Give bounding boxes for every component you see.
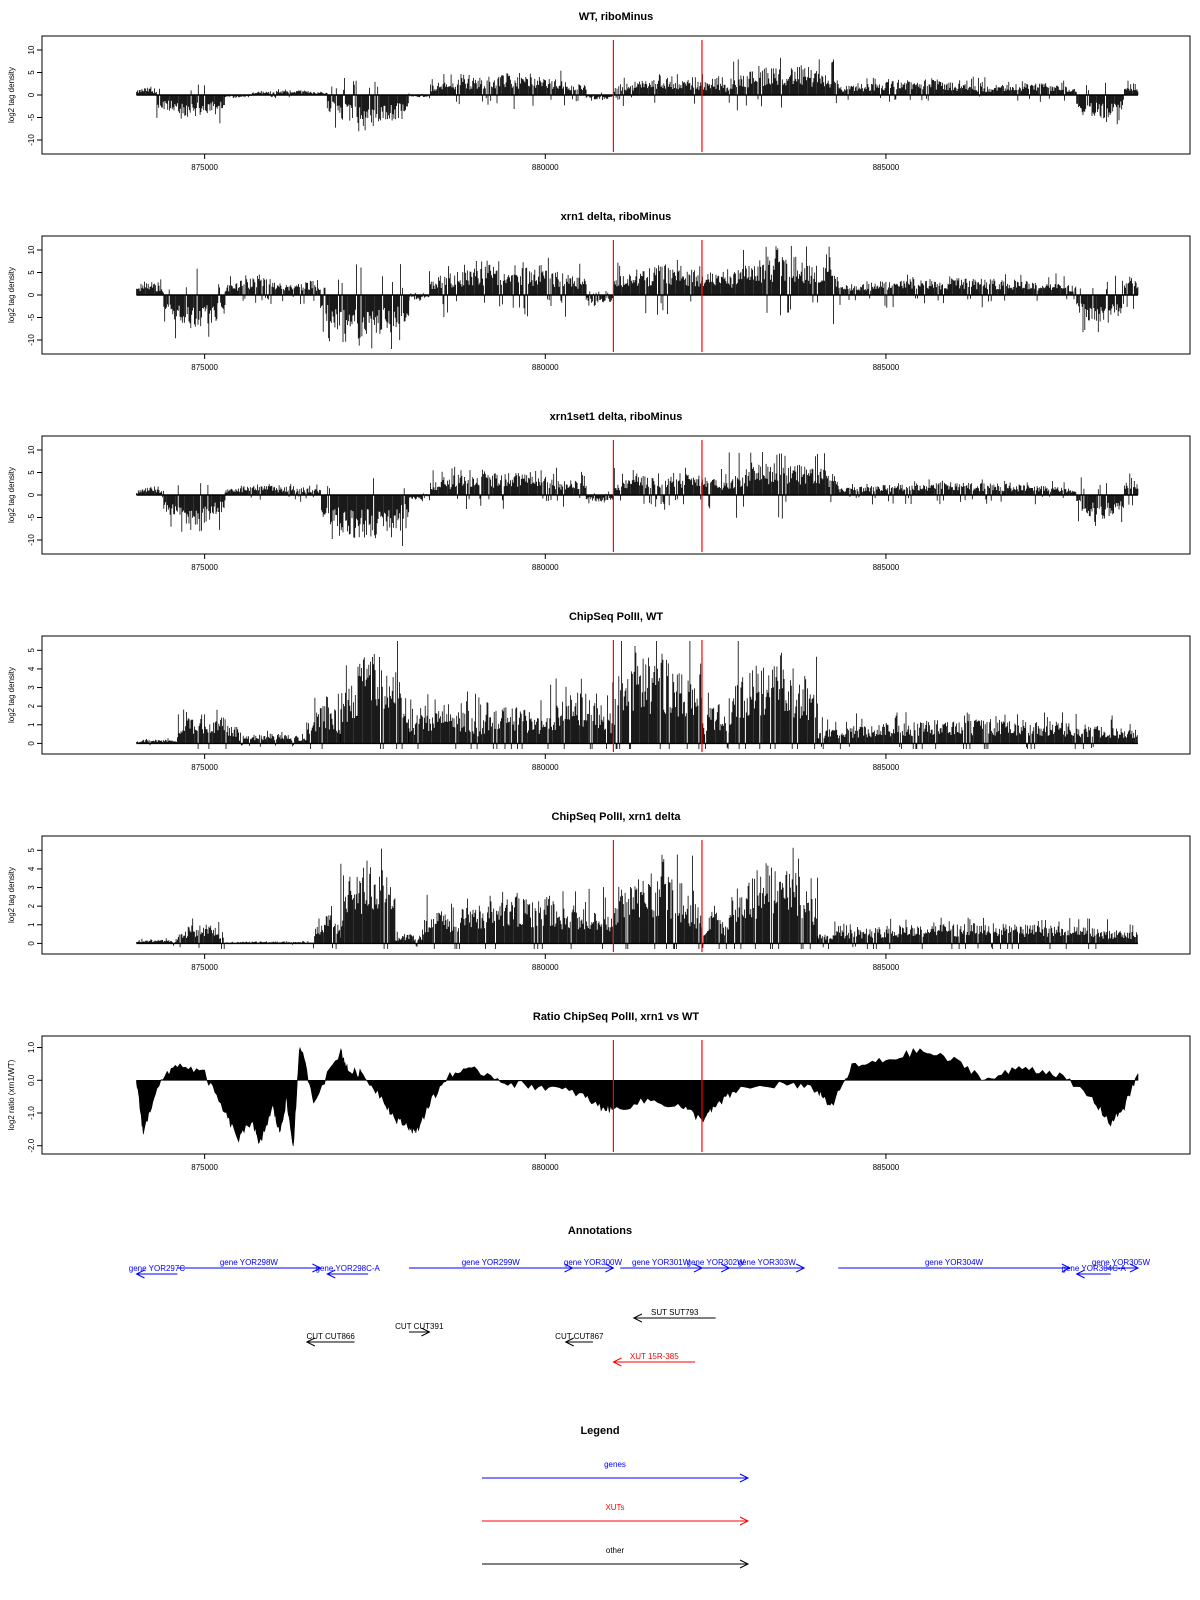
panel-1 [7,11,1190,172]
annotation-feature [634,1308,716,1322]
y-tick-label: 0 [27,492,37,498]
panel-title: ChipSeq PolII, xrn1 delta [551,811,681,823]
legend-label: other [605,1546,625,1555]
panel-6 [7,1011,1190,1172]
y-tick-label: 10 [27,45,37,55]
y-tick-label: 5 [27,70,37,75]
annotation-feature [838,1258,1070,1272]
legend-label: XUTs [605,1503,625,1512]
annotation-label: gene YOR303W [737,1258,796,1267]
x-tick-label: 885000 [872,163,900,172]
y-tick-label: -2.0 [27,1138,37,1153]
y-tick-label: 0.0 [27,1074,37,1086]
bar-series [137,246,1138,349]
y-tick-label: 5 [27,270,37,275]
bar-series [137,641,1138,749]
legend-entry [482,1546,748,1568]
x-tick-label: 885000 [872,763,900,772]
y-tick-label: 1.0 [27,1041,37,1054]
annotation-label: CUT CUT391 [395,1322,444,1331]
series-bars [137,848,1139,949]
y-tick-label: -10 [27,134,37,146]
y-tick-label: 4 [27,666,37,672]
bar-series [137,452,1138,546]
annotation-feature [395,1322,444,1336]
legend-title: Legend [580,1425,620,1437]
y-tick-label: 0 [27,292,37,298]
y-tick-label: 10 [27,445,37,455]
y-tick-label: -1.0 [27,1106,37,1120]
x-tick-label: 875000 [191,163,218,172]
annotation-label: gene YOR298W [219,1258,278,1267]
x-tick-label: 880000 [531,1163,559,1172]
x-tick-label: 875000 [191,763,218,772]
legend-entry [482,1460,748,1482]
y-tick-label: -10 [27,534,37,546]
x-tick-label: 885000 [872,563,900,572]
y-tick-label: 4 [27,866,37,872]
y-axis-label: log2 tag density [7,466,17,524]
y-tick-label: 2 [27,903,37,909]
x-tick-label: 880000 [531,363,559,372]
y-tick-label: 3 [27,885,37,890]
panel-3 [7,411,1190,572]
panel-title: WT, riboMinus [578,11,654,23]
y-tick-label: 5 [27,848,37,853]
annotations-section [129,1225,1151,1366]
y-axis-label: log2 tag density [7,266,17,324]
annotation-label: gene YOR304W [924,1258,984,1267]
y-tick-label: 3 [27,685,37,690]
annotation-feature [564,1258,623,1272]
panel-2 [7,211,1190,372]
y-tick-label: -5 [27,113,37,122]
x-tick-label: 875000 [191,963,218,972]
x-tick-label: 885000 [872,1163,900,1172]
y-axis-label: log2 tag density [7,866,17,924]
annotation-feature [555,1332,604,1346]
panel-5 [7,811,1190,972]
y-tick-label: -5 [27,313,37,322]
y-tick-label: 2 [27,703,37,709]
x-tick-label: 880000 [531,563,559,572]
bar-series [137,58,1138,132]
annotation-feature [129,1264,186,1278]
y-tick-label: 5 [27,648,37,653]
annotation-feature [316,1264,381,1278]
annotation-label: CUT CUT866 [306,1332,355,1341]
annotation-feature [409,1258,573,1272]
annotation-label: gene YOR302W [686,1258,745,1267]
annotation-label: gene YOR298C-A [315,1264,380,1273]
x-tick-label: 880000 [531,963,559,972]
x-tick-label: 875000 [191,563,218,572]
y-tick-label: 10 [27,245,37,255]
x-tick-label: 880000 [531,763,559,772]
annotation-feature [687,1258,746,1272]
annotation-feature [307,1332,356,1346]
annotation-label: CUT CUT867 [555,1332,604,1341]
annotation-label: SUT SUT793 [651,1308,699,1317]
x-tick-label: 880000 [531,163,559,172]
panel-title: xrn1 delta, riboMinus [560,211,672,223]
y-axis-label: log2 tag density [7,66,17,124]
y-axis-label: log2 tag density [7,666,17,724]
annotation-label: XUT 15R-385 [629,1352,679,1361]
y-axis-label: log2 ratio (xrn1/WT) [7,1059,17,1131]
y-tick-label: 0 [27,941,37,946]
annotation-label: gene YOR300W [563,1258,623,1267]
y-tick-label: 1 [27,922,37,928]
panel-4 [7,611,1190,772]
x-tick-label: 885000 [872,363,900,372]
annotation-label: gene YOR304C-A [1061,1264,1126,1273]
annotation-label: gene YOR297C [128,1264,186,1273]
panel-title: xrn1set1 delta, riboMinus [549,411,683,423]
y-tick-label: 0 [27,741,37,746]
legend-entry [482,1503,748,1525]
y-tick-label: 0 [27,92,37,98]
y-tick-label: 5 [27,470,37,475]
annotation-label: gene YOR301W [632,1258,691,1267]
annotation-label: gene YOR305W [1091,1258,1151,1267]
series-bars [137,1048,1139,1146]
y-tick-label: -5 [27,513,37,522]
annotation-label: gene YOR299W [461,1258,520,1267]
annotation-feature [613,1352,695,1366]
series-bars [137,641,1139,749]
bar-series [137,848,1138,949]
legend [482,1425,748,1568]
y-tick-label: -10 [27,334,37,346]
x-tick-label: 875000 [191,1163,218,1172]
series-bars [137,452,1139,546]
ratio-area [137,1048,1139,1146]
y-tick-label: 1 [27,722,37,728]
annotations-title: Annotations [567,1225,633,1237]
x-tick-label: 875000 [191,363,218,372]
annotation-feature [177,1258,320,1272]
x-tick-label: 885000 [872,963,900,972]
panel-title: Ratio ChipSeq PolII, xrn1 vs WT [532,1011,700,1023]
annotation-feature [729,1258,804,1272]
panel-title: ChipSeq PolII, WT [568,611,664,623]
series-bars [137,58,1139,132]
series-bars [137,246,1139,349]
legend-label: genes [604,1460,626,1469]
